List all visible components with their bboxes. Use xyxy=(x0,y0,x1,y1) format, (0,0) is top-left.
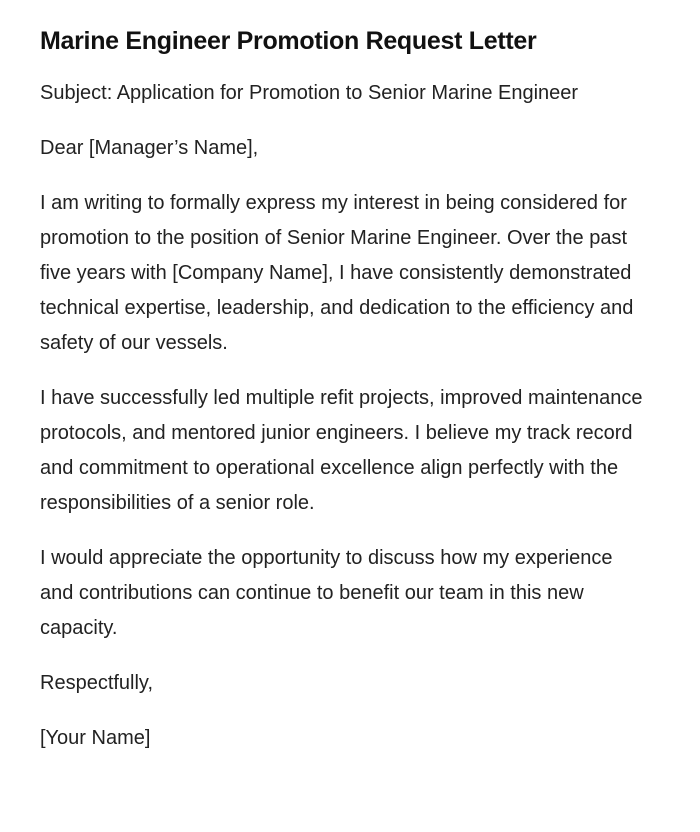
page-title: Marine Engineer Promotion Request Letter xyxy=(40,27,537,55)
body-paragraph-3: I would appreciate the opportunity to discuss how my experience and contributions can continue to benefit our team in this new capacity. xyxy=(40,547,613,639)
body-paragraph-1: I am writing to formally express my interest in being considered for promotion to the position of Senior Marine Engineer. Over the past five years with [Company Name], I have consistently demonstrated technical expertise, leadership, and dedication to the efficiency and safety of our vessels. xyxy=(40,192,634,354)
letter-document xyxy=(40,24,650,776)
salutation: Dear [Manager’s Name], xyxy=(40,137,259,159)
subject-line: Subject: Application for Promotion to Senior Marine Engineer xyxy=(40,82,579,104)
signature: [Your Name] xyxy=(40,727,151,749)
body-paragraph-2: I have successfully led multiple refit projects, improved maintenance protocols, and mentored junior engineers. I believe my track record and commitment to operational excellence align perfectly with the responsibilities of a senior role. xyxy=(40,387,643,514)
closing: Respectfully, xyxy=(40,672,154,694)
